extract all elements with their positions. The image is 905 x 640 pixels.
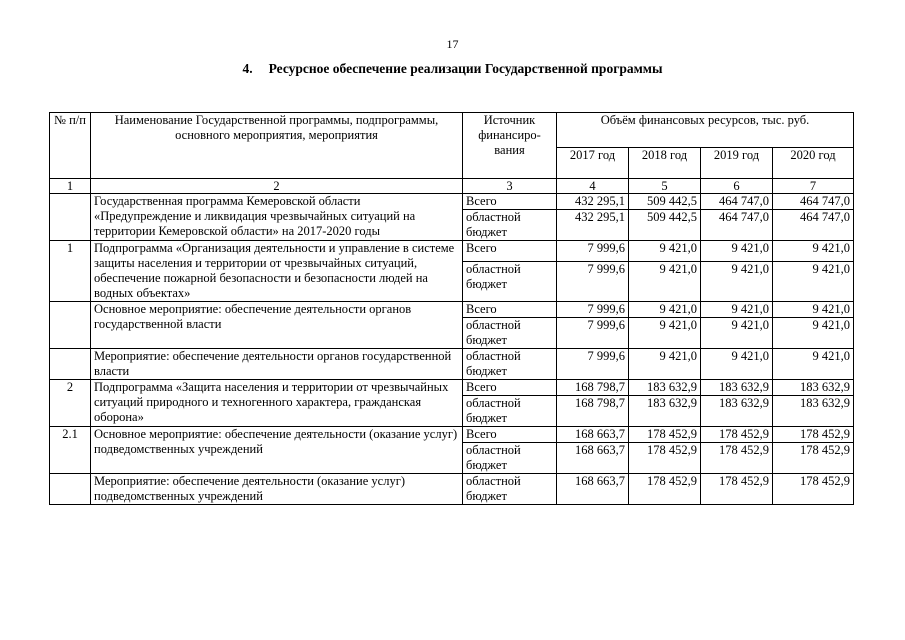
header-year: 2017 год xyxy=(557,148,629,179)
funding-amount: 183 632,9 xyxy=(701,380,773,396)
funding-amount: 9 421,0 xyxy=(773,318,854,349)
row-name: Государственная программа Кемеровской области «Предупреждение и ликвидация чрезвычайных ситуаций на территории Кемеровской области» на 2017-2020 годы xyxy=(91,194,463,241)
funding-amount: 183 632,9 xyxy=(629,380,701,396)
column-index: 6 xyxy=(701,179,773,194)
header-source: Источник финансиро-вания xyxy=(463,113,557,179)
funding-amount: 9 421,0 xyxy=(773,241,854,262)
funding-amount: 7 999,6 xyxy=(557,302,629,318)
funding-amount: 7 999,6 xyxy=(557,241,629,262)
funding-amount: 168 663,7 xyxy=(557,427,629,443)
funding-amount: 178 452,9 xyxy=(629,474,701,505)
funding-amount: 464 747,0 xyxy=(701,210,773,241)
funding-amount: 464 747,0 xyxy=(701,194,773,210)
funding-amount: 178 452,9 xyxy=(773,427,854,443)
funding-amount: 9 421,0 xyxy=(701,261,773,301)
column-index-row xyxy=(50,179,854,194)
row-number: 2 xyxy=(50,380,91,427)
funding-amount: 178 452,9 xyxy=(629,443,701,474)
table-header xyxy=(50,113,854,194)
funding-source: Всего xyxy=(463,427,557,443)
funding-amount: 9 421,0 xyxy=(701,302,773,318)
funding-amount: 183 632,9 xyxy=(629,396,701,427)
funding-amount: 9 421,0 xyxy=(629,241,701,262)
funding-source: Всего xyxy=(463,194,557,210)
funding-amount: 432 295,1 xyxy=(557,194,629,210)
funding-amount: 178 452,9 xyxy=(773,443,854,474)
funding-amount: 9 421,0 xyxy=(629,318,701,349)
row-name: Подпрограмма «Организация деятельности и управление в системе защиты населения и территории от чрезвычайных ситуаций, обеспечение пожарной безопасности и безопасности людей на водных объектах» xyxy=(91,241,463,302)
header-year: 2018 год xyxy=(629,148,701,179)
funding-amount: 7 999,6 xyxy=(557,318,629,349)
funding-source: Всего xyxy=(463,380,557,396)
header-volume: Объём финансовых ресурсов, тыс. руб. xyxy=(557,113,854,148)
funding-source: областной бюджет xyxy=(463,210,557,241)
funding-amount: 7 999,6 xyxy=(557,349,629,380)
column-index: 5 xyxy=(629,179,701,194)
section-title: Ресурсное обеспечение реализации Государственной программы xyxy=(268,61,663,76)
table-row xyxy=(50,194,854,210)
funding-amount: 178 452,9 xyxy=(629,427,701,443)
funding-source: областной бюджет xyxy=(463,443,557,474)
funding-amount: 9 421,0 xyxy=(773,349,854,380)
row-name: Мероприятие: обеспечение деятельности органов государственной власти xyxy=(91,349,463,380)
funding-amount: 7 999,6 xyxy=(557,261,629,301)
section-number: 4. xyxy=(242,61,253,76)
funding-amount: 9 421,0 xyxy=(629,302,701,318)
row-number xyxy=(50,474,91,505)
resources-table xyxy=(49,112,854,505)
table-row xyxy=(50,349,854,380)
table-row xyxy=(50,241,854,262)
funding-amount: 9 421,0 xyxy=(629,261,701,301)
funding-amount: 168 798,7 xyxy=(557,396,629,427)
funding-source: областной бюджет xyxy=(463,474,557,505)
header-num: № п/п xyxy=(50,113,91,179)
funding-amount: 183 632,9 xyxy=(773,396,854,427)
funding-amount: 183 632,9 xyxy=(773,380,854,396)
row-number: 2.1 xyxy=(50,427,91,474)
funding-source: Всего xyxy=(463,302,557,318)
column-index: 4 xyxy=(557,179,629,194)
funding-source: областной бюджет xyxy=(463,349,557,380)
column-index: 3 xyxy=(463,179,557,194)
row-number xyxy=(50,194,91,241)
row-number xyxy=(50,349,91,380)
funding-amount: 178 452,9 xyxy=(773,474,854,505)
table-row xyxy=(50,380,854,396)
funding-amount: 9 421,0 xyxy=(701,241,773,262)
funding-amount: 432 295,1 xyxy=(557,210,629,241)
funding-amount: 509 442,5 xyxy=(629,194,701,210)
funding-amount: 183 632,9 xyxy=(701,396,773,427)
header-name: Наименование Государственной программы, подпрограммы, основного мероприятия, мероприятия xyxy=(91,113,463,179)
funding-amount: 464 747,0 xyxy=(773,210,854,241)
funding-amount: 9 421,0 xyxy=(629,349,701,380)
funding-amount: 168 663,7 xyxy=(557,443,629,474)
header-year: 2019 год xyxy=(701,148,773,179)
header-year: 2020 год xyxy=(773,148,854,179)
column-index: 7 xyxy=(773,179,854,194)
table-body xyxy=(50,194,854,505)
funding-source: областной бюджет xyxy=(463,261,557,301)
funding-source: Всего xyxy=(463,241,557,262)
page-number: 17 xyxy=(446,37,459,51)
funding-amount: 168 798,7 xyxy=(557,380,629,396)
funding-amount: 168 663,7 xyxy=(557,474,629,505)
funding-amount: 464 747,0 xyxy=(773,194,854,210)
column-index: 2 xyxy=(91,179,463,194)
row-name: Основное мероприятие: обеспечение деятельности органов государственной власти xyxy=(91,302,463,349)
row-name: Подпрограмма «Защита населения и территории от чрезвычайных ситуаций природного и техногенного характера, гражданская оборона» xyxy=(91,380,463,427)
funding-amount: 9 421,0 xyxy=(773,302,854,318)
funding-amount: 178 452,9 xyxy=(701,443,773,474)
funding-amount: 9 421,0 xyxy=(773,261,854,301)
section-heading xyxy=(0,61,905,77)
table-row xyxy=(50,302,854,318)
funding-amount: 9 421,0 xyxy=(701,349,773,380)
row-number: 1 xyxy=(50,241,91,302)
column-index: 1 xyxy=(50,179,91,194)
table-row xyxy=(50,474,854,505)
row-name: Мероприятие: обеспечение деятельности (оказание услуг) подведомственных учреждений xyxy=(91,474,463,505)
header-row xyxy=(50,113,854,148)
funding-source: областной бюджет xyxy=(463,318,557,349)
row-number xyxy=(50,302,91,349)
funding-amount: 178 452,9 xyxy=(701,474,773,505)
funding-amount: 509 442,5 xyxy=(629,210,701,241)
funding-source: областной бюджет xyxy=(463,396,557,427)
table-row xyxy=(50,427,854,443)
row-name: Основное мероприятие: обеспечение деятельности (оказание услуг) подведомственных учреждений xyxy=(91,427,463,474)
funding-amount: 178 452,9 xyxy=(701,427,773,443)
funding-amount: 9 421,0 xyxy=(701,318,773,349)
